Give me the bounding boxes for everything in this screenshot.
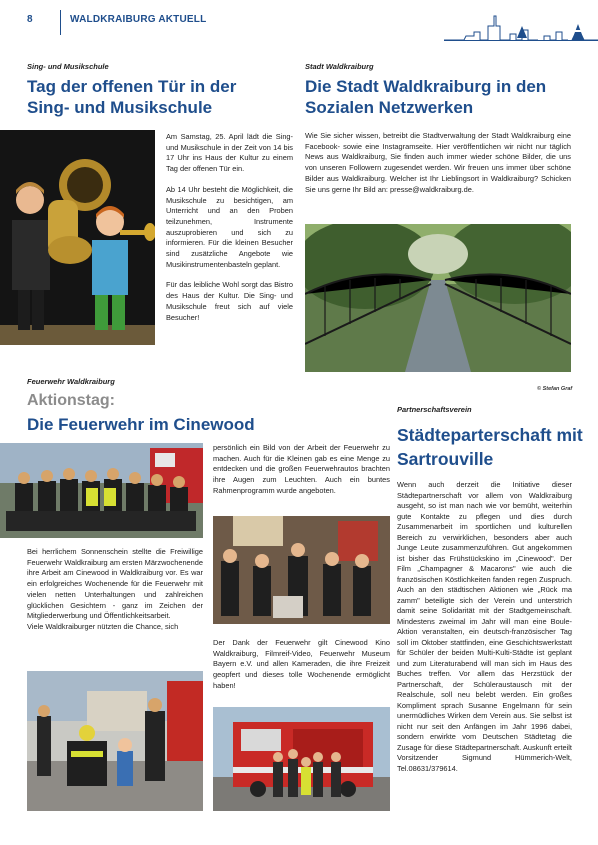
fire-col1-text2: Viele Waldkraiburger nützten die Chance, sich bbox=[27, 621, 179, 631]
firefighters-group-image bbox=[0, 443, 203, 538]
bridge-image bbox=[305, 224, 571, 372]
social-body: Wie Sie sicher wissen, betreibt die Stadtverwaltung der Stadt Waldkraiburg eine Facebook- sowie eine Instagramseite. Hier veröffentlichen wir nicht nur täglich News aus Waldkraiburg, Sie finden auch immer wieder schöne Bilder, die uns von unseren Followern zugesendet werden. Wir freuen uns immer über schöne Bilder aus Waldkraiburg. Welcher ist Ihr Lieblingsort in Waldkraiburg? Schicken Sie uns gerne Ihr Bild an: presse@waldkraiburg.de. bbox=[305, 131, 571, 194]
music-headline-line1: Tag der offenen Tür in der bbox=[27, 77, 237, 96]
music-paragraph-3: Für das leibliche Wohl sorgt das Bistro des Haus der Kultur. Die Sing- und Musikschule freut sich auf viele Besucher! bbox=[166, 280, 293, 322]
photo-credit: © Stefan Graf bbox=[537, 386, 573, 392]
social-headline bbox=[305, 76, 585, 118]
partner-headline-line2: Sartrouville bbox=[397, 449, 494, 469]
bridge-photo bbox=[305, 224, 571, 372]
social-headline-line2: Sozialen Netzwerken bbox=[305, 98, 474, 117]
partner-kicker: Partnerschaftsverein bbox=[397, 405, 472, 414]
header-divider bbox=[60, 10, 61, 35]
music-students-photo bbox=[0, 130, 155, 345]
header-rule bbox=[444, 40, 598, 41]
fire-visitors-photo bbox=[213, 516, 390, 624]
music-kicker: Sing- und Musikschule bbox=[27, 62, 109, 71]
fire-col2-body-2: Der Dank der Feuerwehr gilt Cinewood Kino Waldkraiburg, Filmreif-Video, Feuerwehr Museum Bayern e.V. und allen Kameraden, die ihre Freizeit geopfert und dieses tolle Wochenende ermöglicht haben! bbox=[213, 638, 390, 690]
page-number: 8 bbox=[27, 14, 33, 25]
music-body bbox=[166, 132, 293, 333]
fire-demo-photo bbox=[27, 671, 203, 811]
fire-col1-text: Bei herrlichem Sonnenschein stellte die Freiwillige Feuerwehr Waldkraiburg am ersten Märzwochenende ihre Arbeit am Cinewood in Waldkraiburg vor. Es war ein erfolgreiches Wochenende für die Feuerwehr mit vielen netten Unterhaltungen und zahlreichen glücklichen Gesichtern - ganz im Zeichen der Mitgliederwerbung und Öffentlichkeitsarbeit. bbox=[27, 547, 203, 621]
fire-truck-image bbox=[213, 707, 390, 811]
fire-headline: Die Feuerwehr im Cinewood bbox=[27, 415, 255, 434]
fire-col1-body bbox=[27, 547, 203, 633]
fire-subhead: Aktionstag: bbox=[27, 392, 115, 409]
firefighters-group-photo bbox=[0, 443, 203, 538]
music-headline-line2: Sing- und Musikschule bbox=[27, 98, 213, 117]
partner-headline bbox=[397, 423, 587, 471]
partner-body: Wenn auch derzeit die Initiative dieser Städtepartnerschaft vor allem von Waldkraiburg ausgeht, so ist man nach wie vor bemüht, weiterhin gute Kontakte zu pflegen und dies durch Zusammenarbeit im sportlichen und kulturellen Bereich zu verwirklichen, besonders aber auch Junge Leute zusammenzuführen. Gut angekommen ist bisher das Frühstückskino im „Cinewood". Der Film „Champagner & Macarons" wie auch die französischen Köstlichkeiten fanden regen Zuspruch. Auch an den städtischen Aktionen wie „Rück ma zamm" beteiligte sich der Verein und unterstrich damit seine Solidarität mit der Stadtgemeinschaft. Mindestens zweimal im Jahr will man eine Boule-Aktion veranstalten, ein deutsch-französischer Tag soll im Oktober stattfinden, eine Geschichtswerkstatt für Schüler der beiden Multi-Kulti-Städte ist geplant und zum Literaturabend will man sich im Haus des Buches treffen. Vor allem das Herzstück der Partnerschaft, der Schüleraustausch mit der Realschule, soll neu belebt werden. Ein großes Kompliment sprach Susanne Engelmann für sein unermüdliches Wirken dem Verein aus. Sie selbst ist nicht nur seit den Anfängen im Jahr 1996 dabei, sondern erwirkte vom Deutschen Städtetag die Zusage für diese Städtepartnerschaft. Auskunft erteilt Vorsitzender Sigmund Hümmerich-Welt, Tel.08631/379614. bbox=[397, 480, 572, 773]
music-paragraph-2: Ab 14 Uhr besteht die Möglichkeit, die Musikschule zu besichtigen, am Unterricht und an den Proben teilzunehmen, Instrumente auszuprobieren und sich zu informieren. Für die kleinen Besucher sind zusätzliche Angebote wie Musikinstrumentenbasteln geplant. bbox=[166, 184, 293, 269]
music-headline bbox=[27, 76, 287, 118]
social-headline-line1: Die Stadt Waldkraiburg in den bbox=[305, 77, 547, 96]
city-skyline-icon bbox=[444, 12, 598, 42]
fire-demo-image bbox=[27, 671, 203, 811]
fire-col2-body: persönlich ein Bild von der Arbeit der Feuerwehr zu machen. Auch für die Kleinen gab es eine Menge zu entdecken und die großen Feuerwehrautos brachten ihre Augen zum Leuchten. Auch ein buntes Rahmenprogramm wurde angeboten. bbox=[213, 443, 390, 495]
social-kicker: Stadt Waldkraiburg bbox=[305, 62, 374, 71]
fire-truck-photo bbox=[213, 707, 390, 811]
fire-visitors-image bbox=[213, 516, 390, 624]
section-title: WALDKRAIBURG AKTUELL bbox=[70, 14, 207, 25]
music-students-image bbox=[0, 130, 155, 345]
music-paragraph-1: Am Samstag, 25. April lädt die Sing- und Musikschule in der Zeit von 14 bis 17 Uhr ins Haus der Kultur zu einem Tag der offenen Tür ein. bbox=[166, 132, 293, 174]
partner-headline-line1: Städteparterschaft mit bbox=[397, 425, 583, 445]
fire-kicker: Feuerwehr Waldkraiburg bbox=[27, 377, 115, 386]
